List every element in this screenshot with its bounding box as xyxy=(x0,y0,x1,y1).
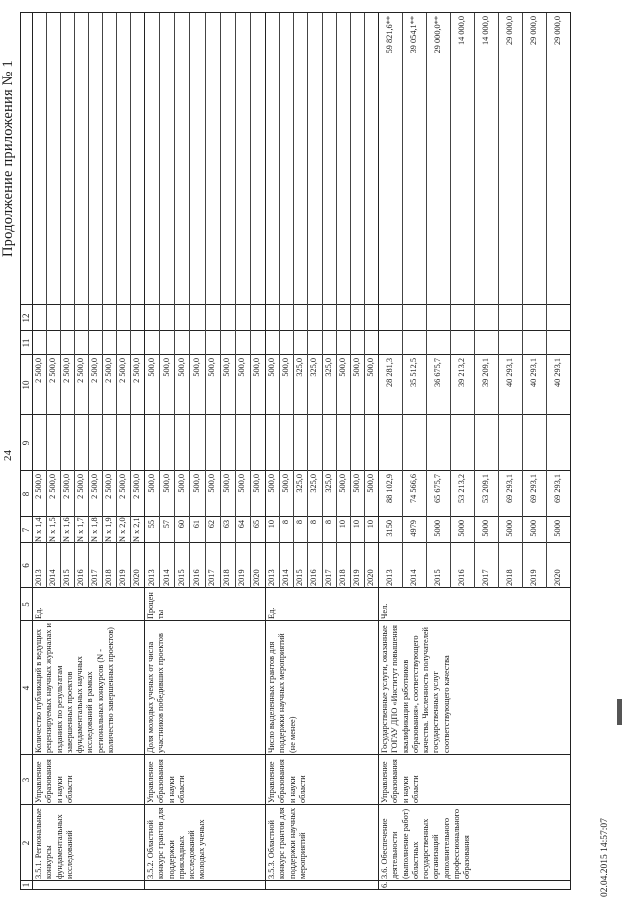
target-value-cell: N x 1,8 xyxy=(90,517,99,542)
unit-label: Ед. xyxy=(34,607,43,619)
extra-budget-cell: 29 000,0 xyxy=(529,16,538,46)
total-funding-cell: 74 566,6 xyxy=(409,474,418,504)
regional-funding-cell: 325,0 xyxy=(309,358,319,377)
year-cell: 2016 xyxy=(191,569,201,586)
unit-label: Чел. xyxy=(380,603,389,619)
total-funding-cell: 69 293,1 xyxy=(553,474,562,504)
year-cell: 2018 xyxy=(222,569,232,586)
total-funding-cell: 88 102,9 xyxy=(385,474,394,504)
column-header-3: 3 xyxy=(21,777,31,783)
extra-budget-cell: 14 000,0 xyxy=(457,16,466,46)
target-value-cell: 57 xyxy=(161,520,171,529)
target-value-cell: N x 2,0 xyxy=(118,517,127,542)
indicator-text: Количество публикаций в ведущих рецензируемых научных журналах и изданиях по результатам завершенных проектов фундаментальных научных исследований в рамках региональных конкурсов (N - количество завершенных проектов) xyxy=(34,623,116,753)
total-funding-cell: 2 500,0 xyxy=(48,474,57,499)
event-name: 3.6. Обеспечение деятельности (выполнение работ) областных государственных организаций дополнительного профессионального образования xyxy=(380,808,472,879)
regional-funding-cell: 2 500,0 xyxy=(118,358,127,383)
column-header-10: 10 xyxy=(21,380,31,390)
column-header-8: 8 xyxy=(21,491,31,497)
regional-funding-cell: 28 281,3 xyxy=(385,358,394,388)
year-cell: 2015 xyxy=(295,569,305,586)
regional-funding-cell: 40 293,1 xyxy=(505,358,514,388)
total-funding-cell: 500,0 xyxy=(176,474,186,493)
regional-funding-cell: 500,0 xyxy=(365,358,375,377)
total-funding-cell: 2 500,0 xyxy=(132,474,141,499)
regional-funding-cell: 39 209,1 xyxy=(481,358,490,388)
regional-funding-cell: 500,0 xyxy=(252,358,262,377)
year-cell: 2016 xyxy=(309,569,319,586)
year-cell: 2020 xyxy=(553,569,562,586)
year-cell: 2017 xyxy=(323,569,333,586)
row-number: 6. xyxy=(380,881,389,888)
target-value-cell: 60 xyxy=(176,520,186,529)
year-cell: 2019 xyxy=(237,569,247,586)
regional-funding-cell: 325,0 xyxy=(295,358,305,377)
target-value-cell: 63 xyxy=(222,520,232,529)
target-value-cell: 5000 xyxy=(553,520,562,537)
regional-funding-cell: 500,0 xyxy=(222,358,232,377)
total-funding-cell: 325,0 xyxy=(295,474,305,493)
regional-funding-cell: 500,0 xyxy=(161,358,171,377)
target-value-cell: N x 1,6 xyxy=(62,517,71,542)
event-name: 3.5.2. Областной конкурс грантов для поддержки прикладных исследований молодых ученых xyxy=(146,807,207,879)
column-header-5: 5 xyxy=(21,602,31,607)
total-funding-cell: 325,0 xyxy=(323,474,333,493)
year-cell: 2014 xyxy=(48,569,57,586)
year-cell: 2013 xyxy=(146,569,156,586)
total-funding-cell: 53 213,2 xyxy=(457,474,466,504)
target-value-cell: 8 xyxy=(323,520,333,525)
regional-funding-cell: 2 500,0 xyxy=(34,358,43,383)
column-header-2: 2 xyxy=(21,840,31,846)
total-funding-cell: 500,0 xyxy=(161,474,171,493)
regional-funding-cell: 500,0 xyxy=(337,358,347,377)
event-name: 3.5.1. Региональные конкурсы фундаментальных исследований xyxy=(34,808,74,879)
extra-budget-cell: 29 000,0** xyxy=(433,16,442,54)
total-funding-cell: 500,0 xyxy=(146,474,156,493)
target-value-cell: 8 xyxy=(309,520,319,525)
target-value-cell: 62 xyxy=(207,520,217,529)
total-funding-cell: 325,0 xyxy=(309,474,319,493)
column-header-7: 7 xyxy=(21,527,31,533)
year-cell: 2020 xyxy=(365,569,375,586)
target-value-cell: 10 xyxy=(351,520,361,529)
year-cell: 2020 xyxy=(132,569,141,586)
total-funding-cell: 500,0 xyxy=(267,474,277,493)
target-value-cell: 5000 xyxy=(457,520,466,537)
regional-funding-cell: 500,0 xyxy=(281,358,291,377)
year-cell: 2014 xyxy=(409,569,418,586)
extra-budget-cell: 14 000,0 xyxy=(481,16,490,46)
target-value-cell: N x 2,1 xyxy=(132,517,141,542)
total-funding-cell: 53 209,1 xyxy=(481,474,490,504)
appendix-table xyxy=(20,12,571,890)
indicator-text: Государственные услуги, оказанные ГОГАУ ДПО «Институт повышения квалификации работников образования», соответствующего качества. Численность получателей государственных услуг соответствующего качества xyxy=(380,625,451,753)
year-cell: 2015 xyxy=(62,569,71,586)
year-cell: 2019 xyxy=(529,569,538,586)
regional-funding-cell: 500,0 xyxy=(176,358,186,377)
continuation-label: Продолжение приложения № 1 xyxy=(0,60,16,257)
target-value-cell: 5000 xyxy=(529,520,538,537)
total-funding-cell: 2 500,0 xyxy=(76,474,85,499)
target-value-cell: 64 xyxy=(237,520,247,529)
total-funding-cell: 500,0 xyxy=(191,474,201,493)
indicator-text: Число выделенных грантов для поддержки научных мероприятий (не менее) xyxy=(267,633,297,753)
regional-funding-cell: 39 213,2 xyxy=(457,358,466,388)
year-cell: 2014 xyxy=(281,569,291,586)
regional-funding-cell: 500,0 xyxy=(146,358,156,377)
regional-funding-cell: 2 500,0 xyxy=(48,358,57,383)
year-cell: 2020 xyxy=(252,569,262,586)
total-funding-cell: 500,0 xyxy=(337,474,347,493)
total-funding-cell: 500,0 xyxy=(252,474,262,493)
target-value-cell: 65 xyxy=(252,520,262,529)
unit-label: Проценты xyxy=(146,592,166,619)
extra-budget-cell: 39 054,1** xyxy=(409,16,418,54)
total-funding-cell: 500,0 xyxy=(237,474,247,493)
regional-funding-cell: 35 512,5 xyxy=(409,358,418,388)
year-cell: 2014 xyxy=(161,569,171,586)
target-value-cell: 10 xyxy=(337,520,347,529)
target-value-cell: 5000 xyxy=(481,520,490,537)
footer-stamp: 02.04.2015 14:57:07 xyxy=(600,818,610,897)
year-cell: 2018 xyxy=(104,569,113,586)
target-value-cell: 10 xyxy=(365,520,375,529)
target-value-cell: N x 1,7 xyxy=(76,517,85,542)
year-cell: 2013 xyxy=(267,569,277,586)
extra-budget-cell: 59 821,6** xyxy=(385,16,394,54)
regional-funding-cell: 40 293,1 xyxy=(553,358,562,388)
year-cell: 2019 xyxy=(351,569,361,586)
total-funding-cell: 500,0 xyxy=(281,474,291,493)
total-funding-cell: 500,0 xyxy=(365,474,375,493)
target-value-cell: 10 xyxy=(267,520,277,529)
extra-budget-cell: 29 000,0 xyxy=(505,16,514,46)
target-value-cell: 4979 xyxy=(409,520,418,537)
year-cell: 2018 xyxy=(337,569,347,586)
regional-funding-cell: 2 500,0 xyxy=(62,358,71,383)
total-funding-cell: 65 675,7 xyxy=(433,474,442,504)
regional-funding-cell: 2 500,0 xyxy=(104,358,113,383)
event-name: 3.5.3. Областной конкурс грантов для поддержки научных мероприятий xyxy=(267,807,307,879)
regional-funding-cell: 325,0 xyxy=(323,358,333,377)
total-funding-cell: 2 500,0 xyxy=(104,474,113,499)
year-cell: 2013 xyxy=(34,569,43,586)
year-cell: 2017 xyxy=(207,569,217,586)
executor-name: Управление образования и науки области xyxy=(380,759,420,803)
target-value-cell: 61 xyxy=(191,520,201,529)
regional-funding-cell: 500,0 xyxy=(207,358,217,377)
column-header-11: 11 xyxy=(21,338,31,348)
total-funding-cell: 2 500,0 xyxy=(34,474,43,499)
column-header-6: 6 xyxy=(21,563,31,568)
extra-budget-cell: 29 000,0 xyxy=(553,16,562,46)
total-funding-cell: 2 500,0 xyxy=(118,474,127,499)
executor-name: Управление образования и науки области xyxy=(146,759,186,803)
regional-funding-cell: 500,0 xyxy=(237,358,247,377)
total-funding-cell: 2 500,0 xyxy=(62,474,71,499)
total-funding-cell: 500,0 xyxy=(222,474,232,493)
regional-funding-cell: 40 293,1 xyxy=(529,358,538,388)
total-funding-cell: 500,0 xyxy=(351,474,361,493)
executor-name: Управление образования и науки области xyxy=(267,759,307,803)
regional-funding-cell: 2 500,0 xyxy=(76,358,85,383)
target-value-cell: N x 1,5 xyxy=(48,517,57,542)
regional-funding-cell: 36 675,7 xyxy=(433,358,442,388)
column-header-1: 1 xyxy=(21,882,31,888)
year-cell: 2016 xyxy=(457,569,466,586)
regional-funding-cell: 2 500,0 xyxy=(90,358,99,383)
scan-mark xyxy=(617,699,622,725)
regional-funding-cell: 500,0 xyxy=(191,358,201,377)
year-cell: 2016 xyxy=(76,569,85,586)
regional-funding-cell: 500,0 xyxy=(267,358,277,377)
column-header-12: 12 xyxy=(21,313,31,323)
regional-funding-cell: 2 500,0 xyxy=(132,358,141,383)
total-funding-cell: 69 293,1 xyxy=(529,474,538,504)
target-value-cell: 5000 xyxy=(505,520,514,537)
year-cell: 2017 xyxy=(90,569,99,586)
year-cell: 2015 xyxy=(176,569,186,586)
target-value-cell: N x 1,4 xyxy=(34,517,43,542)
year-cell: 2018 xyxy=(505,569,514,586)
target-value-cell: 5000 xyxy=(433,520,442,537)
target-value-cell: 8 xyxy=(281,520,291,525)
unit-label: Ед. xyxy=(267,607,276,619)
year-cell: 2015 xyxy=(433,569,442,586)
total-funding-cell: 500,0 xyxy=(207,474,217,493)
year-cell: 2013 xyxy=(385,569,394,586)
target-value-cell: 3150 xyxy=(385,520,394,537)
target-value-cell: N x 1,9 xyxy=(104,517,113,542)
target-value-cell: 8 xyxy=(295,520,305,525)
regional-funding-cell: 500,0 xyxy=(351,358,361,377)
column-header-4: 4 xyxy=(21,685,31,691)
total-funding-cell: 2 500,0 xyxy=(90,474,99,499)
executor-name: Управление образования и науки области xyxy=(34,759,74,803)
column-header-9: 9 xyxy=(21,440,31,446)
year-cell: 2019 xyxy=(118,569,127,586)
indicator-text: Доля молодых ученых от числа участников победивших проектов xyxy=(146,633,166,753)
page-number: 24 xyxy=(2,450,14,461)
target-value-cell: 55 xyxy=(146,520,156,529)
year-cell: 2017 xyxy=(481,569,490,586)
total-funding-cell: 69 293,1 xyxy=(505,474,514,504)
